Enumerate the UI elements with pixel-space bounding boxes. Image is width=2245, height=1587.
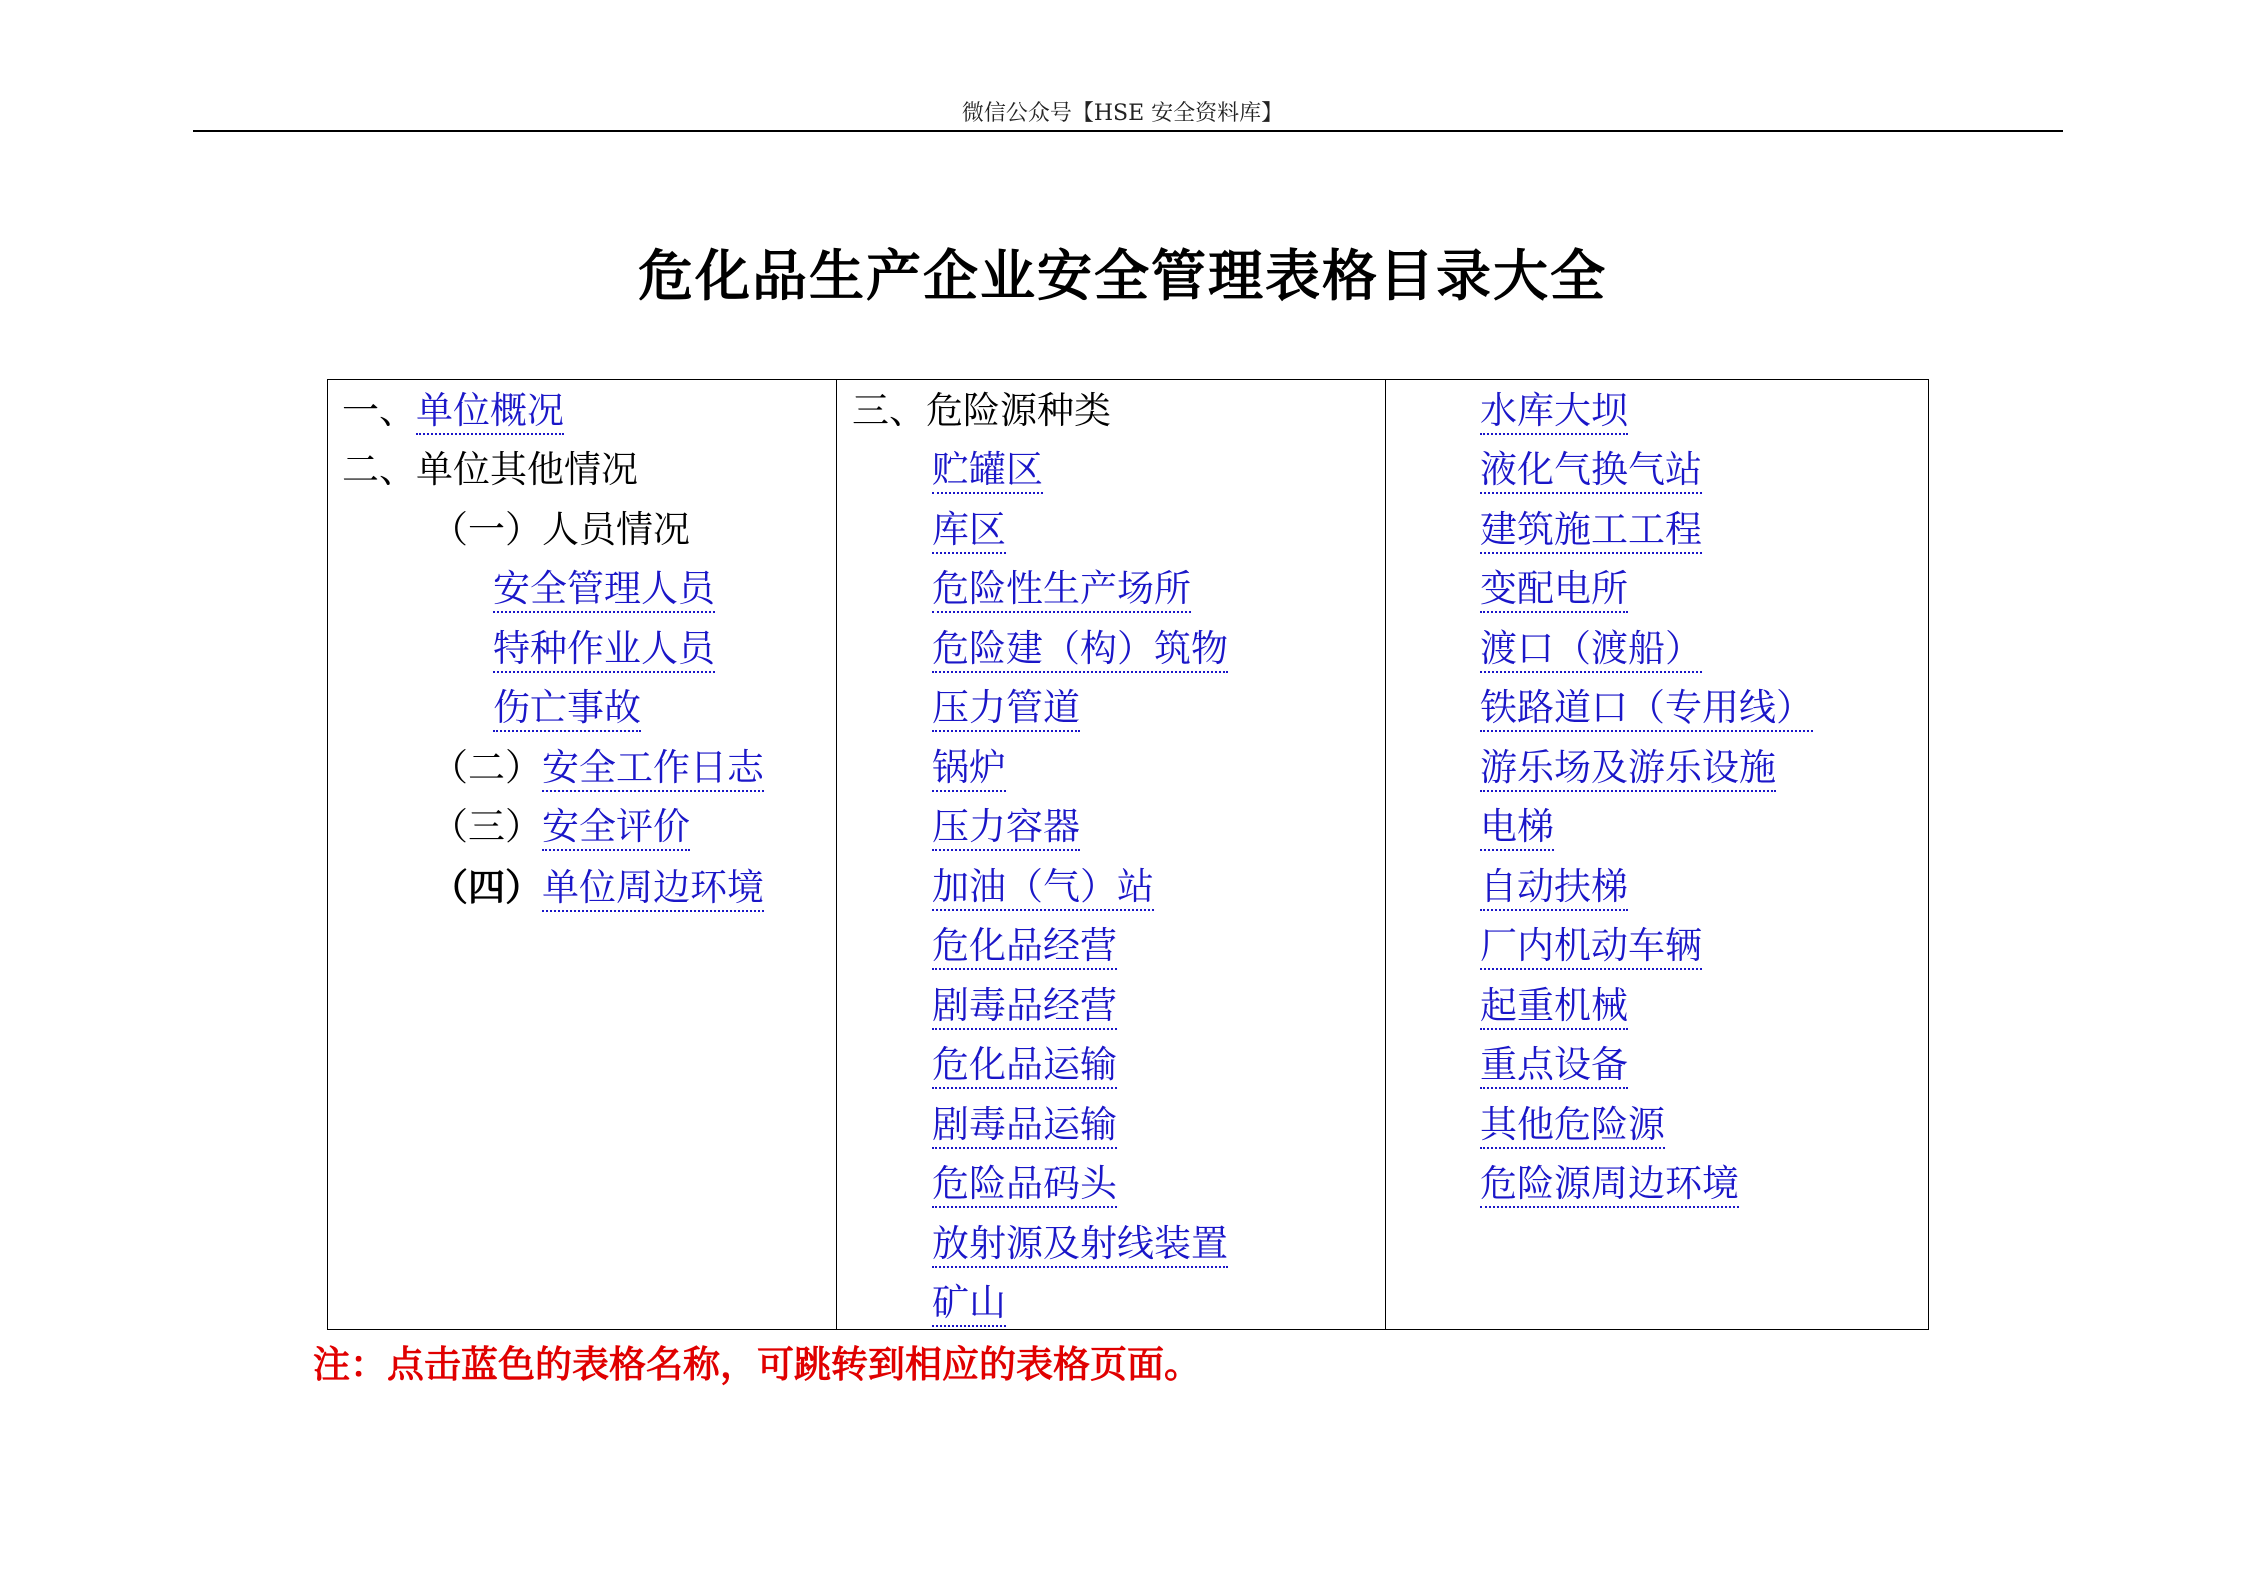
- link-hazard-source[interactable]: 危险源周边环境: [1480, 1162, 1739, 1208]
- link-hazard-source[interactable]: 液化气换气站: [1480, 448, 1702, 494]
- link-hazard-source[interactable]: 游乐场及游乐设施: [1480, 746, 1776, 792]
- link-safety-work-log[interactable]: 安全工作日志: [542, 746, 764, 792]
- link-special-operators[interactable]: [493, 621, 715, 677]
- link-hazard-source[interactable]: 放射源及射线装置: [932, 1222, 1228, 1268]
- link-hazard-source[interactable]: 变配电所: [1480, 567, 1628, 613]
- link-hazard-source[interactable]: 危化品经营: [932, 924, 1117, 970]
- link-hazard-source[interactable]: 渡口（渡船）: [1480, 627, 1702, 673]
- link-hazard-source[interactable]: 剧毒品经营: [932, 984, 1117, 1030]
- link-hazard-source[interactable]: 库区: [932, 508, 1006, 554]
- link-hazard-source[interactable]: 危险品码头: [932, 1162, 1117, 1208]
- link-hazard-source[interactable]: 厂内机动车辆: [1480, 924, 1702, 970]
- link-hazard-source[interactable]: 自动扶梯: [1480, 865, 1628, 911]
- subsection-4-row: [431, 859, 764, 915]
- link-safety-evaluation[interactable]: 安全评价: [542, 805, 690, 851]
- subsection-3-row: [431, 799, 690, 855]
- page-title: 危化品生产企业安全管理表格目录大全: [637, 243, 1607, 308]
- section-1-prefix: 一、: [342, 389, 416, 432]
- link-special-operators-text[interactable]: 特种作业人员: [493, 627, 715, 673]
- link-hazard-source[interactable]: 压力管道: [932, 686, 1080, 732]
- link-hazard-source[interactable]: 危化品运输: [932, 1043, 1117, 1089]
- subsection-2-prefix: （二）: [431, 746, 542, 789]
- link-hazard-source[interactable]: 锅炉: [932, 746, 1006, 792]
- toc-table: [327, 379, 1929, 1330]
- link-hazard-source[interactable]: 危险建（构）筑物: [932, 627, 1228, 673]
- link-hazard-source[interactable]: 电梯: [1480, 805, 1554, 851]
- subsection-3-prefix: （三）: [431, 805, 542, 848]
- section-2-heading: 二、单位其他情况: [342, 448, 638, 491]
- link-hazard-source[interactable]: 贮罐区: [932, 448, 1043, 494]
- column-divider-2: [1385, 380, 1386, 1329]
- link-casualty-accidents-text[interactable]: 伤亡事故: [493, 686, 641, 732]
- footnote: 注：点击蓝色的表格名称，可跳转到相应的表格页面。: [313, 1342, 1201, 1386]
- page-header: 微信公众号【HSE 安全资料库】: [961, 101, 1284, 126]
- link-safety-managers[interactable]: [493, 561, 715, 617]
- link-unit-surroundings[interactable]: 单位周边环境: [542, 866, 764, 912]
- link-hazard-source[interactable]: 危险性生产场所: [932, 567, 1191, 613]
- link-safety-managers-text[interactable]: 安全管理人员: [493, 567, 715, 613]
- header-rule: [193, 130, 2063, 132]
- link-hazard-source[interactable]: 其他危险源: [1480, 1103, 1665, 1149]
- link-hazard-source[interactable]: 水库大坝: [1480, 389, 1628, 435]
- section-3-heading: 三、危险源种类: [852, 389, 1111, 432]
- subsection-2-row: [431, 740, 764, 796]
- link-hazard-source[interactable]: 矿山: [932, 1281, 1006, 1327]
- link-hazard-source[interactable]: 建筑施工工程: [1480, 508, 1702, 554]
- subsection-4-prefix: （四）: [431, 865, 542, 909]
- link-casualty-accidents[interactable]: [493, 680, 641, 736]
- link-hazard-source[interactable]: 剧毒品运输: [932, 1103, 1117, 1149]
- link-hazard-source[interactable]: 起重机械: [1480, 984, 1628, 1030]
- link-hazard-source[interactable]: 加油（气）站: [932, 865, 1154, 911]
- section-1-row: [342, 383, 564, 439]
- link-hazard-source[interactable]: 压力容器: [932, 805, 1080, 851]
- link-unit-overview[interactable]: 单位概况: [416, 389, 564, 435]
- column-divider-1: [836, 380, 837, 1329]
- link-hazard-source[interactable]: 铁路道口（专用线）: [1480, 686, 1813, 732]
- link-hazard-source[interactable]: 重点设备: [1480, 1043, 1628, 1089]
- subsection-personnel-label: （一）人员情况: [431, 508, 690, 551]
